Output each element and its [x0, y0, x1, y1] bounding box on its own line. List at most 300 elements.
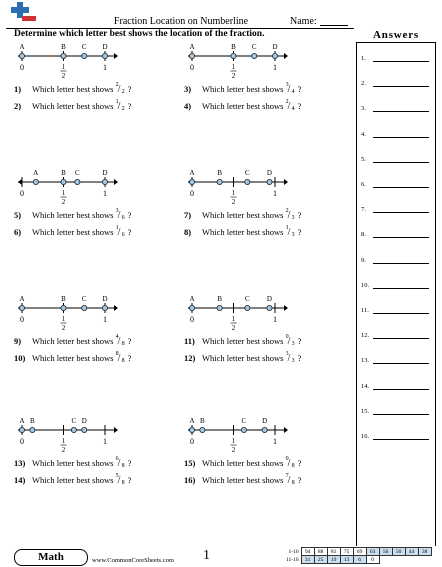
right-arrow-icon — [114, 53, 118, 59]
point-marker — [200, 427, 205, 432]
answer-line[interactable] — [373, 389, 429, 390]
tick-label-half-num: 1 — [61, 437, 66, 445]
answer-number: 13. — [361, 357, 370, 365]
answer-line[interactable] — [373, 288, 429, 289]
question-text: Which letter best shows — [32, 353, 116, 363]
score-cell: 63 — [366, 548, 379, 556]
tick-label-zero: 0 — [190, 315, 194, 324]
point-letter: C — [245, 169, 250, 177]
point-marker — [217, 305, 222, 310]
answer-line[interactable] — [373, 111, 429, 112]
tick-label-half-den: 2 — [231, 198, 236, 206]
score-row — [285, 548, 431, 556]
question-mark: ? — [297, 458, 302, 468]
question-fraction — [116, 101, 128, 113]
fraction-slash: / — [287, 210, 291, 221]
question-number: 9) — [14, 336, 22, 346]
tick-label-zero: 0 — [20, 63, 24, 72]
question-mark: ? — [127, 227, 132, 237]
point-letter: B — [61, 169, 66, 177]
point-letter: C — [75, 169, 80, 177]
point-marker — [30, 427, 35, 432]
fraction-slash: / — [117, 210, 121, 221]
answer-line[interactable] — [373, 338, 429, 339]
question-mark: ? — [297, 101, 302, 111]
answer-number: 7. — [361, 206, 366, 214]
question-mark: ? — [297, 84, 302, 94]
answer-number: 16. — [361, 433, 370, 440]
question — [14, 210, 131, 222]
question-mark: ? — [127, 210, 132, 220]
tick-label-one: 1 — [103, 63, 107, 72]
question-number: 10) — [14, 353, 26, 363]
fraction-denominator: 6 — [121, 215, 125, 221]
question-text: Which letter best shows — [32, 84, 116, 94]
score-cell: 19 — [327, 556, 340, 564]
answer-number: 12. — [361, 332, 370, 340]
score-row — [285, 556, 431, 564]
question-fraction — [286, 227, 298, 239]
point-marker — [245, 305, 250, 310]
point-marker — [272, 53, 277, 58]
tick-label-one: 1 — [273, 63, 277, 72]
question-number: 3) — [184, 84, 192, 94]
fraction-slash: / — [287, 84, 291, 95]
right-arrow-icon — [284, 179, 288, 185]
question — [14, 475, 131, 487]
score-cell: 75 — [340, 548, 353, 556]
question-mark: ? — [127, 458, 132, 468]
fraction-numerator: 3 — [285, 82, 289, 88]
tick-label-half-num: 1 — [231, 437, 236, 445]
fraction-numerator: 3 — [115, 208, 119, 214]
fraction-denominator: 6 — [121, 232, 125, 238]
number-line — [18, 40, 120, 86]
fraction-slash: / — [117, 475, 121, 486]
point-marker — [82, 427, 87, 432]
answer-line[interactable] — [373, 237, 429, 238]
tick-label-one: 1 — [103, 189, 107, 198]
point-marker — [61, 179, 66, 184]
score-cell: 13 — [340, 556, 353, 564]
score-cell: 44 — [405, 548, 418, 556]
answer-number: 8. — [361, 231, 366, 239]
answer-number: 2. — [361, 80, 366, 88]
point-letter: A — [189, 43, 195, 51]
point-letter: D — [266, 295, 272, 303]
point-letter: C — [81, 295, 87, 303]
fraction-denominator: 8 — [121, 341, 125, 347]
answer-line[interactable] — [373, 414, 429, 415]
tick-label-one: 1 — [273, 189, 277, 198]
question-number: 15) — [184, 458, 196, 468]
question-text: Which letter best shows — [32, 475, 116, 485]
number-line — [18, 292, 120, 338]
fraction-denominator: 8 — [121, 463, 125, 469]
question-text: Which letter best shows — [202, 458, 286, 468]
point-marker — [102, 179, 107, 184]
question-mark: ? — [127, 353, 132, 363]
right-arrow-icon — [114, 427, 118, 433]
number-line — [188, 292, 290, 338]
point-marker — [19, 305, 24, 310]
question — [184, 336, 301, 348]
point-letter: B — [61, 295, 66, 303]
point-marker — [252, 53, 257, 58]
point-letter: D — [81, 417, 87, 425]
score-range-label: 11-16 — [286, 556, 299, 563]
point-letter: B — [200, 417, 205, 425]
point-letter: D — [102, 295, 108, 303]
fraction-numerator: 1 — [115, 99, 119, 105]
question-text: Which letter best shows — [202, 210, 286, 220]
question — [184, 475, 301, 487]
point-letter: D — [102, 43, 108, 51]
fraction-numerator: 2 — [285, 99, 289, 105]
page-title: Fraction Location on Numberline — [113, 16, 249, 27]
point-letter: D — [102, 169, 108, 177]
point-letter: B — [217, 169, 222, 177]
question-text: Which letter best shows — [32, 458, 116, 468]
point-letter: C — [71, 417, 77, 425]
question-number: 2) — [14, 101, 22, 111]
name-field[interactable] — [320, 25, 348, 26]
point-marker — [61, 305, 66, 310]
fraction-slash: / — [117, 458, 121, 469]
question-fraction — [116, 458, 128, 470]
tick-label-half-num: 1 — [61, 189, 66, 197]
tick-label-half-den: 2 — [231, 446, 236, 454]
score-cell: 6 — [353, 556, 366, 564]
point-marker — [19, 53, 24, 58]
answer-line[interactable] — [373, 137, 429, 138]
answer-number: 1. — [361, 55, 366, 62]
score-cell: 25 — [314, 556, 327, 564]
question-mark: ? — [127, 84, 132, 94]
tick-label-half-num: 1 — [61, 63, 66, 71]
question-fraction — [286, 458, 298, 470]
point-letter: B — [30, 417, 35, 425]
number-line — [18, 166, 120, 212]
question-text: Which letter best shows — [202, 336, 286, 346]
fraction-denominator: 3 — [291, 232, 295, 238]
point-letter: D — [266, 169, 272, 177]
question-mark: ? — [297, 227, 302, 237]
fraction-slash: / — [287, 353, 291, 364]
question-text: Which letter best shows — [202, 475, 286, 485]
answer-line[interactable] — [373, 439, 429, 440]
question-text: Which letter best shows — [202, 101, 286, 111]
point-marker — [82, 305, 87, 310]
question-mark: ? — [297, 353, 302, 363]
point-letter: C — [245, 295, 250, 303]
question-text: Which letter best shows — [32, 210, 116, 220]
question — [184, 227, 301, 239]
point-letter: C — [241, 417, 247, 425]
fraction-numerator: 0 — [285, 334, 289, 340]
tick-label-half-den: 2 — [231, 324, 236, 332]
fraction-numerator: 1 — [115, 225, 119, 231]
math-badge: Math — [14, 549, 88, 566]
tick-label-one: 1 — [103, 437, 107, 446]
point-letter: A — [19, 295, 25, 303]
score-table — [285, 547, 432, 564]
tick-label-one: 1 — [103, 315, 107, 324]
right-arrow-icon — [284, 305, 288, 311]
question-fraction — [116, 210, 128, 222]
point-marker — [267, 179, 272, 184]
answer-line[interactable] — [373, 263, 429, 264]
fraction-slash: / — [287, 227, 291, 238]
question-text: Which letter best shows — [202, 84, 286, 94]
tick-label-zero: 0 — [20, 189, 24, 198]
tick-label-one: 1 — [273, 315, 277, 324]
point-marker — [71, 427, 76, 432]
answers-column — [356, 42, 436, 546]
fraction-slash: / — [287, 475, 291, 486]
point-letter: A — [189, 417, 195, 425]
question-number: 16) — [184, 475, 196, 485]
tick-label-zero: 0 — [190, 189, 194, 198]
answer-line[interactable] — [373, 86, 429, 87]
point-letter: B — [61, 43, 66, 51]
fraction-numerator: 0 — [285, 456, 289, 462]
question-number: 8) — [184, 227, 192, 237]
tick-label-half-num: 1 — [61, 315, 66, 323]
question — [184, 458, 301, 470]
answer-number: 11. — [361, 307, 369, 314]
right-arrow-icon — [284, 53, 288, 59]
fraction-denominator: 4 — [291, 89, 295, 95]
question — [184, 101, 301, 113]
tick-label-half-den: 2 — [231, 72, 236, 80]
point-marker — [189, 305, 194, 310]
fraction-numerator: 4 — [115, 334, 119, 340]
fraction-slash: / — [117, 101, 121, 112]
tick-label-half-num: 1 — [231, 189, 236, 197]
fraction-denominator: 8 — [121, 358, 125, 364]
point-letter: A — [189, 295, 195, 303]
fraction-slash: / — [117, 336, 121, 347]
question-fraction — [116, 353, 128, 365]
fraction-slash: / — [287, 101, 291, 112]
fraction-numerator: 3 — [285, 351, 289, 357]
tick-label-zero: 0 — [190, 437, 194, 446]
number-line — [188, 40, 290, 86]
point-letter: A — [19, 417, 25, 425]
point-letter: C — [81, 43, 87, 51]
fraction-slash: / — [117, 353, 121, 364]
fraction-denominator: 2 — [121, 89, 125, 95]
point-letter: A — [189, 169, 195, 177]
fraction-denominator: 3 — [291, 358, 295, 364]
question-text: Which letter best shows — [202, 353, 286, 363]
answer-number: 9. — [361, 256, 366, 264]
question — [14, 353, 131, 365]
fraction-denominator: 3 — [291, 215, 295, 221]
question-mark: ? — [127, 336, 132, 346]
score-cell: 50 — [392, 548, 405, 556]
answer-number: 4. — [361, 130, 366, 138]
left-arrow-icon — [18, 179, 22, 185]
score-cell: 56 — [379, 548, 392, 556]
question — [184, 84, 301, 96]
point-marker — [19, 427, 24, 432]
tick-label-half-den: 2 — [61, 446, 66, 454]
question-mark: ? — [127, 475, 132, 485]
answer-line[interactable] — [373, 162, 429, 163]
point-marker — [262, 427, 267, 432]
score-cell: 38 — [418, 548, 431, 556]
point-marker — [102, 305, 107, 310]
score-range-label: 1-10 — [288, 548, 299, 555]
page-number: 1 — [203, 548, 210, 563]
fraction-slash: / — [117, 84, 121, 95]
question-fraction — [116, 475, 128, 487]
number-line — [188, 414, 290, 460]
tick-label-zero: 0 — [190, 63, 194, 72]
number-line — [18, 414, 120, 460]
question-fraction — [286, 84, 298, 96]
question-fraction — [116, 336, 128, 348]
question-fraction — [286, 101, 298, 113]
question-number: 12) — [184, 353, 196, 363]
point-marker — [189, 427, 194, 432]
score-cell: 31 — [301, 556, 314, 564]
fraction-slash: / — [287, 336, 291, 347]
point-marker — [245, 179, 250, 184]
point-marker — [241, 427, 246, 432]
answer-number: 6. — [361, 181, 366, 188]
question-mark: ? — [297, 210, 302, 220]
question-number: 5) — [14, 210, 22, 220]
question-number: 6) — [14, 227, 22, 237]
tick-label-half-num: 1 — [231, 63, 236, 71]
fraction-slash: / — [117, 227, 121, 238]
question-number: 11) — [184, 336, 195, 346]
answer-number: 10. — [361, 281, 370, 289]
answer-line[interactable] — [373, 61, 429, 62]
score-cell: 81 — [327, 548, 340, 556]
point-marker — [217, 179, 222, 184]
tick-label-zero: 0 — [20, 437, 24, 446]
answer-line[interactable] — [373, 313, 429, 314]
answer-line[interactable] — [373, 187, 429, 188]
question-fraction — [286, 353, 298, 365]
tick-label-zero: 0 — [20, 315, 24, 324]
point-marker — [231, 53, 236, 58]
answer-line[interactable] — [373, 212, 429, 213]
score-cell: 88 — [314, 548, 327, 556]
number-line — [188, 166, 290, 212]
fraction-denominator: 8 — [291, 463, 295, 469]
point-marker — [33, 179, 38, 184]
question-fraction — [286, 475, 298, 487]
point-letter: B — [231, 43, 236, 51]
fraction-denominator: 3 — [291, 341, 295, 347]
instructions: Determine which letter best shows the location of the fraction. — [14, 29, 265, 39]
question-fraction — [286, 336, 298, 348]
question-fraction — [116, 227, 128, 239]
point-marker — [61, 53, 66, 58]
answer-number: 14. — [361, 382, 370, 390]
answer-number: 3. — [361, 105, 366, 113]
question-fraction — [286, 210, 298, 222]
question — [14, 227, 131, 239]
question-mark: ? — [297, 475, 302, 485]
question-number: 14) — [14, 475, 26, 485]
right-arrow-icon — [114, 179, 118, 185]
score-cell: 94 — [301, 548, 314, 556]
question-text: Which letter best shows — [32, 227, 116, 237]
right-arrow-icon — [114, 305, 118, 311]
fraction-denominator: 2 — [121, 106, 125, 112]
tick-label-one: 1 — [273, 437, 277, 446]
question — [14, 458, 131, 470]
point-marker — [267, 305, 272, 310]
point-marker — [82, 53, 87, 58]
question — [14, 336, 131, 348]
right-arrow-icon — [284, 427, 288, 433]
point-marker — [102, 53, 107, 58]
fraction-numerator: 6 — [115, 456, 119, 462]
answer-number: 5. — [361, 155, 366, 163]
fraction-numerator: 8 — [115, 351, 119, 357]
question-text: Which letter best shows — [32, 101, 116, 111]
point-letter: D — [262, 417, 268, 425]
question-number: 13) — [14, 458, 26, 468]
tick-label-half-den: 2 — [61, 72, 66, 80]
point-letter: C — [251, 43, 257, 51]
tick-label-half-den: 2 — [61, 198, 66, 206]
fraction-denominator: 8 — [291, 480, 295, 486]
fraction-numerator: 1 — [285, 225, 289, 231]
question-mark: ? — [297, 336, 302, 346]
fraction-numerator: 7 — [285, 473, 289, 479]
answer-number: 15. — [361, 407, 370, 415]
fraction-denominator: 4 — [291, 106, 295, 112]
point-marker — [189, 179, 194, 184]
question-text: Which letter best shows — [202, 227, 286, 237]
question-number: 7) — [184, 210, 192, 220]
point-letter: D — [272, 43, 278, 51]
fraction-numerator: 2 — [115, 82, 119, 88]
question — [184, 353, 301, 365]
tick-label-half-den: 2 — [61, 324, 66, 332]
fraction-numerator: 2 — [285, 208, 289, 214]
question-fraction — [116, 84, 128, 96]
question-number: 4) — [184, 101, 192, 111]
score-cell: 0 — [366, 556, 379, 564]
point-letter: A — [33, 169, 39, 177]
point-letter: B — [217, 295, 222, 303]
score-cell: 69 — [353, 548, 366, 556]
tick-label-half-num: 1 — [231, 315, 236, 323]
question-text: Which letter best shows — [32, 336, 116, 346]
name-label: Name: — [290, 16, 317, 27]
question — [184, 210, 301, 222]
question — [14, 101, 131, 113]
fraction-denominator: 8 — [121, 480, 125, 486]
point-letter: A — [19, 43, 25, 51]
answer-line[interactable] — [373, 363, 429, 364]
point-marker — [189, 53, 194, 58]
question-mark: ? — [127, 101, 132, 111]
fraction-numerator: 5 — [115, 473, 119, 479]
fraction-slash: / — [287, 458, 291, 469]
point-marker — [75, 179, 80, 184]
site-url: www.CommonCoreSheets.com — [92, 557, 174, 564]
